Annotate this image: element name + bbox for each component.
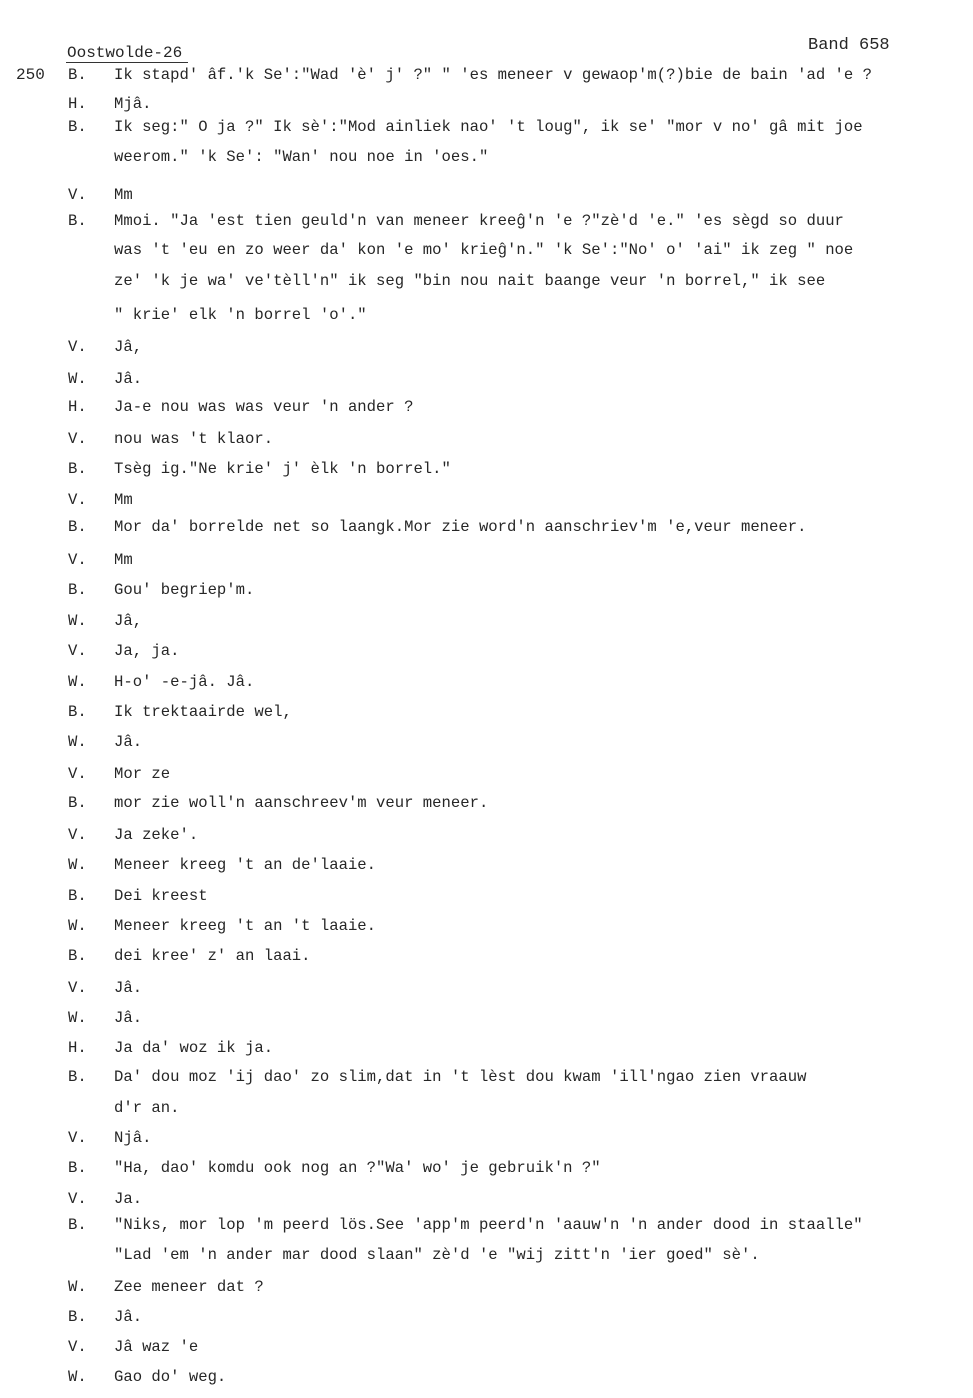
utterance-text: Gao do' weg. <box>114 1368 227 1386</box>
speaker-label: B. <box>68 1216 87 1234</box>
utterance-text: "Ha, dao' komdu ook nog an ?"Wa' wo' je gebruik'n ?" <box>114 1159 601 1177</box>
speaker-label: W. <box>68 856 87 874</box>
utterance-text: Jâ. <box>114 979 143 997</box>
utterance-text: Mjâ. <box>114 95 152 113</box>
speaker-label: W. <box>68 612 87 630</box>
speaker-label: V. <box>68 826 87 844</box>
utterance-text: Ja. <box>114 1190 143 1208</box>
speaker-label: H. <box>68 95 87 113</box>
speaker-label: B. <box>68 66 87 84</box>
speaker-label: B. <box>68 118 87 136</box>
utterance-text: Jâ. <box>114 1009 143 1027</box>
utterance-text: H-o' -e-jâ. Jâ. <box>114 673 255 691</box>
speaker-label: W. <box>68 1278 87 1296</box>
speaker-label: W. <box>68 1368 87 1386</box>
speaker-label: B. <box>68 518 87 536</box>
speaker-label: V. <box>68 979 87 997</box>
speaker-label: V. <box>68 1129 87 1147</box>
utterance-text: Mmoi. "Ja 'est tien geuld'n van meneer kreeĝ'n 'e ?"zè'd 'e." 'es sègd so duur <box>114 212 844 230</box>
utterance-text: Tsèg ig."Ne krie' j' èlk 'n borrel." <box>114 460 451 478</box>
speaker-label: V. <box>68 642 87 660</box>
utterance-text: Ja, ja. <box>114 642 180 660</box>
utterance-text: Ik seg:" O ja ?" Ik sè':"Mod ainliek nao' 't loug", ik se' "mor v no' gâ mit joe <box>114 118 863 136</box>
utterance-text: Jâ. <box>114 370 143 388</box>
speaker-label: W. <box>68 917 87 935</box>
speaker-label: V. <box>68 765 87 783</box>
speaker-label: B. <box>68 460 87 478</box>
speaker-label: W. <box>68 1009 87 1027</box>
speaker-label: V. <box>68 430 87 448</box>
utterance-continuation: d'r an. <box>114 1099 180 1117</box>
margin-number: 250 <box>16 66 45 84</box>
utterance-continuation: was 't 'eu en zo weer da' kon 'e mo' krieĝ'n." 'k Se':"No' o' 'ai" ik zeg " noe <box>114 241 854 259</box>
utterance-text: mor zie woll'n aanschreev'm veur meneer. <box>114 794 489 812</box>
utterance-text: Zee meneer dat ? <box>114 1278 264 1296</box>
utterance-continuation: weerom." 'k Se': "Wan' nou noe in 'oes." <box>114 148 489 166</box>
utterance-text: "Niks, mor lop 'm peerd lös.See 'app'm peerd'n 'aauw'n 'n ander dood in staalle" <box>114 1216 863 1234</box>
speaker-label: V. <box>68 1190 87 1208</box>
speaker-label: B. <box>68 703 87 721</box>
utterance-text: Mm <box>114 491 133 509</box>
title-underline <box>66 62 188 63</box>
utterance-text: Jâ, <box>114 612 143 630</box>
speaker-label: V. <box>68 338 87 356</box>
utterance-text: Jâ. <box>114 733 143 751</box>
utterance-text: Ja zeke'. <box>114 826 199 844</box>
utterance-text: nou was 't klaor. <box>114 430 274 448</box>
speaker-label: V. <box>68 551 87 569</box>
utterance-text: Meneer kreeg 't an de'laaie. <box>114 856 377 874</box>
utterance-text: Ik trektaairde wel, <box>114 703 292 721</box>
speaker-label: V. <box>68 491 87 509</box>
speaker-label: W. <box>68 370 87 388</box>
speaker-label: W. <box>68 673 87 691</box>
speaker-label: B. <box>68 887 87 905</box>
utterance-continuation: ze' 'k je wa' ve'tèll'n" ik seg "bin nou nait baange veur 'n borrel," ik see <box>114 272 826 290</box>
speaker-label: W. <box>68 733 87 751</box>
utterance-text: Ja da' woz ik ja. <box>114 1039 274 1057</box>
document-title: Oostwolde-26 <box>67 44 183 62</box>
utterance-text: Njâ. <box>114 1129 152 1147</box>
utterance-text: Mm <box>114 186 133 204</box>
utterance-text: Gou' begriep'm. <box>114 581 255 599</box>
speaker-label: B. <box>68 212 87 230</box>
utterance-text: Jâ waz 'e <box>114 1338 199 1356</box>
utterance-text: Ja-e nou was was veur 'n ander ? <box>114 398 414 416</box>
speaker-label: B. <box>68 1159 87 1177</box>
speaker-label: V. <box>68 1338 87 1356</box>
utterance-text: Jâ. <box>114 1308 143 1326</box>
speaker-label: B. <box>68 1308 87 1326</box>
speaker-label: H. <box>68 1039 87 1057</box>
speaker-label: B. <box>68 581 87 599</box>
utterance-text: Mor ze <box>114 765 171 783</box>
utterance-text: Jâ, <box>114 338 143 356</box>
utterance-text: Mm <box>114 551 133 569</box>
speaker-label: B. <box>68 1068 87 1086</box>
speaker-label: H. <box>68 398 87 416</box>
utterance-continuation: " krie' elk 'n borrel 'o'." <box>114 306 367 324</box>
speaker-label: B. <box>68 794 87 812</box>
utterance-text: Meneer kreeg 't an 't laaie. <box>114 917 377 935</box>
speaker-label: V. <box>68 186 87 204</box>
utterance-text: Da' dou moz 'ij dao' zo slim,dat in 't lèst dou kwam 'ill'ngao zien vraauw <box>114 1068 807 1086</box>
utterance-text: dei kree' z' an laai. <box>114 947 311 965</box>
band-number: Band 658 <box>808 36 890 55</box>
utterance-continuation: "Lad 'em 'n ander mar dood slaan" zè'd 'e "wij zitt'n 'ier goed" sè'. <box>114 1246 760 1264</box>
utterance-text: Dei kreest <box>114 887 208 905</box>
speaker-label: B. <box>68 947 87 965</box>
utterance-text: Ik stapd' âf.'k Se':"Wad 'è' j' ?" " 'es meneer v gewaop'm(?)bie de bain 'ad 'e ? <box>114 66 872 84</box>
utterance-text: Mor da' borrelde net so laangk.Mor zie word'n aanschriev'm 'e,veur meneer. <box>114 518 807 536</box>
